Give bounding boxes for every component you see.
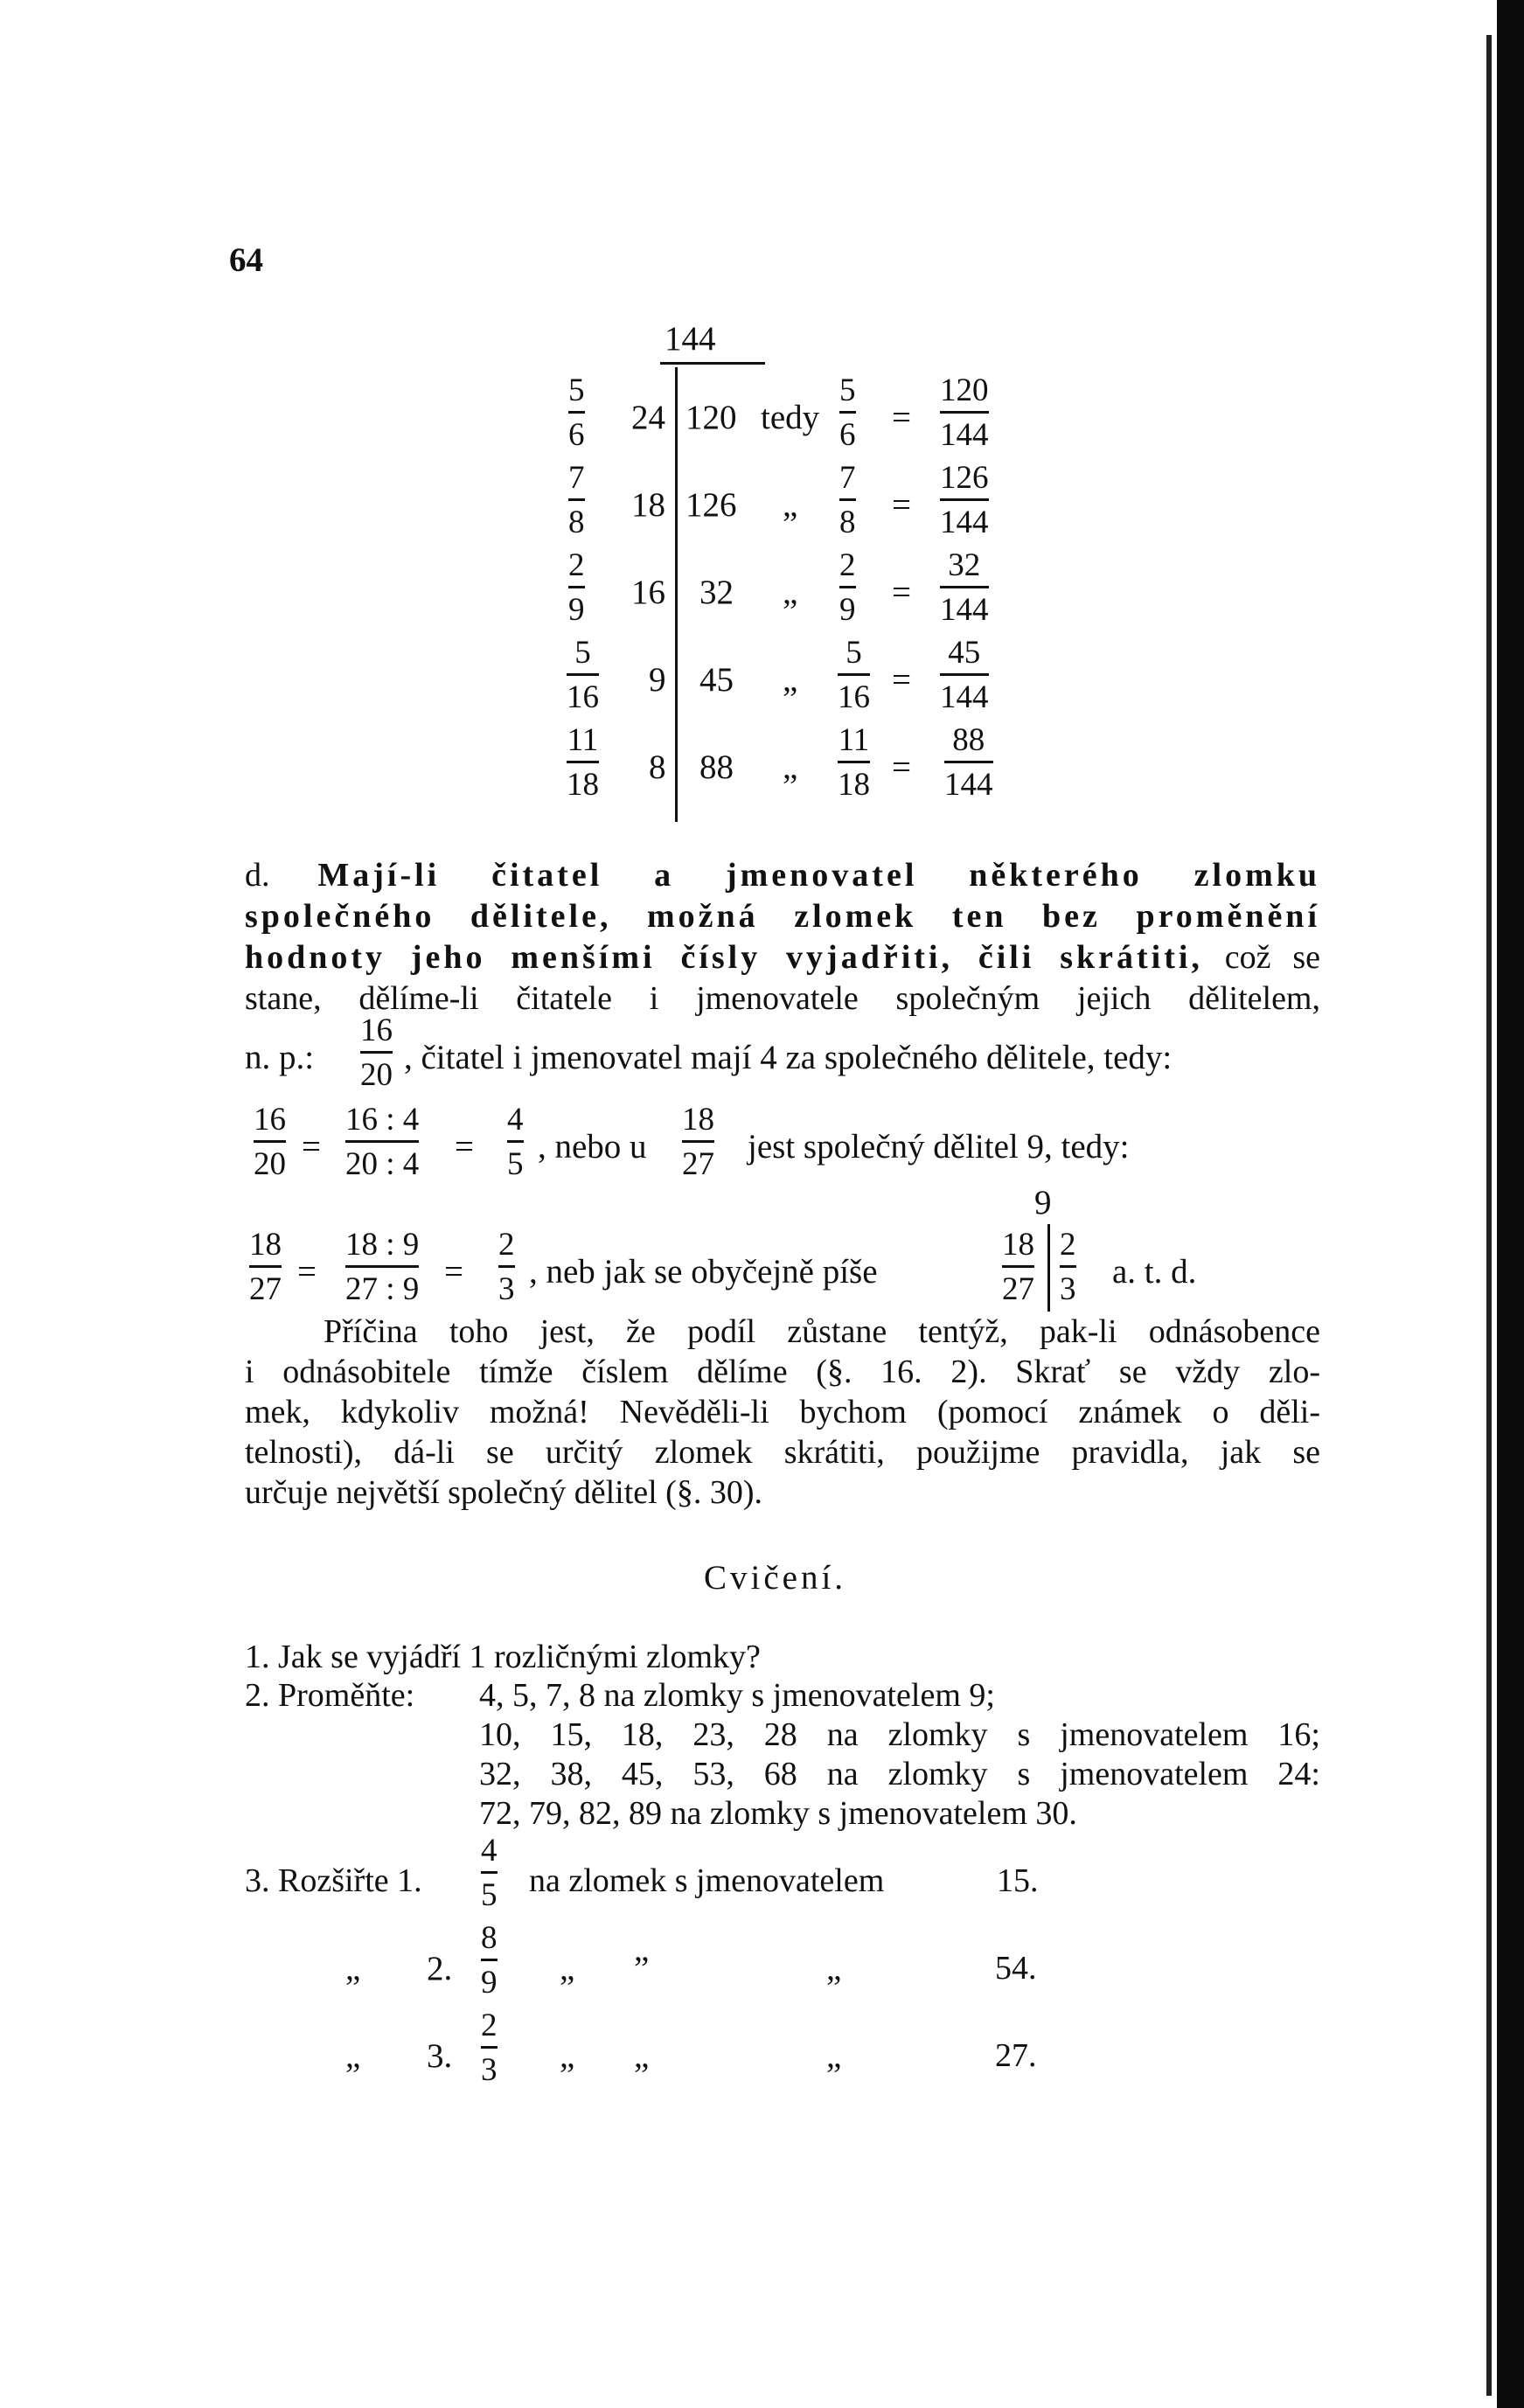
paragraph-d-line2: společného dělitele, možná zlomek ten bez proměnění	[245, 898, 1320, 935]
row3-multiplier: 16	[631, 574, 665, 611]
row1-equals: =	[892, 399, 911, 436]
eq2-gcd-divider	[1047, 1224, 1050, 1312]
eq1-nebo: , nebo u	[538, 1128, 647, 1166]
row4-result-fraction: 45 144	[940, 635, 989, 715]
np-text: , čitatel i jmenovatel mají 4 za společného dělitele, tedy:	[404, 1039, 1173, 1076]
eq2-fraction-a: 18 27	[249, 1227, 282, 1307]
row5-fraction: 11 18	[567, 722, 599, 803]
pricina-line1: Příčina toho jest, že podíl zůstane tentýž, pak-li odnásobence	[324, 1313, 1320, 1350]
page-edge-shadow	[1486, 35, 1492, 2396]
row5-equals: =	[892, 748, 911, 786]
exercise-1: 1. Jak se vyjádří 1 rozličnými zlomky?	[245, 1639, 761, 1675]
row5-result-fraction: 88 144	[944, 722, 993, 803]
row1-result-fraction: 120 144	[940, 372, 989, 453]
exercise-3-ditto-d1: „	[826, 1950, 842, 1987]
eq1-fraction-d: 18 27	[682, 1102, 714, 1182]
page-number: 64	[229, 241, 263, 279]
pricina-line4: telnosti), dá-li se určitý zlomek skrátiti, použijme pravidla, jak se	[245, 1434, 1320, 1471]
row1-tedy: tedy	[761, 399, 820, 436]
eq2-gcd-left: 18 27	[1002, 1227, 1034, 1307]
paragraph-d-line1: d. Mají-li čitatel a jmenovatel některého zlomku	[245, 857, 1320, 894]
exercise-3-label: 3. Rozšiřte 1.	[245, 1862, 422, 1899]
row4-result: 45	[699, 661, 734, 699]
row2-ditto: „	[783, 486, 798, 524]
row4-multiplier: 9	[649, 661, 666, 699]
row3-fraction: 2 9	[568, 547, 585, 628]
paragraph-pricina	[245, 1312, 1320, 1513]
eq1-fraction-a: 16 20	[254, 1102, 286, 1182]
row4-fraction: 5 16	[567, 635, 599, 715]
eq2-equals-2: =	[444, 1253, 463, 1291]
row2-result-fraction: 126 144	[940, 460, 989, 540]
paragraph-d	[245, 855, 1320, 1020]
row5-fraction-right: 11 18	[838, 722, 870, 803]
eq2-neb: , neb jak se obyčejně píše	[529, 1253, 878, 1291]
row5-multiplier: 8	[649, 748, 666, 786]
eq2-fraction-b: 18 : 9 27 : 9	[345, 1227, 420, 1307]
eq2-top-nine: 9	[1034, 1184, 1052, 1221]
eq2-gcd-right: 2 3	[1060, 1227, 1076, 1307]
np-prefix: n. p.:	[245, 1039, 315, 1076]
exercise-3-ditto-a1: „	[345, 1950, 361, 1987]
row3-equals: =	[892, 574, 911, 611]
row2-fraction: 7 8	[568, 460, 585, 540]
row4-ditto: „	[783, 661, 798, 699]
row2-equals: =	[892, 486, 911, 524]
row4-equals: =	[892, 661, 911, 699]
exercise-2-line4: 72, 79, 82, 89 na zlomky s jmenovatelem 30.	[479, 1795, 1077, 1832]
paragraph-d-line3: hodnoty jeho menšími čísly vyjadřiti, čili skrátiti, což se	[245, 939, 1320, 976]
row2-fraction-right: 7 8	[839, 460, 856, 540]
exercises-title: Cvičení.	[704, 1559, 847, 1597]
table-header-rule	[660, 362, 765, 365]
exercise-3-fraction-1: 4 5	[481, 1833, 498, 1913]
row2-result: 126	[685, 486, 737, 524]
pricina-line5: určuje největší společný dělitel (§. 30).	[245, 1474, 762, 1511]
exercise-2-line1: 4, 5, 7, 8 na zlomky s jmenovatelem 9;	[479, 1677, 995, 1714]
row4-fraction-right: 5 16	[838, 635, 870, 715]
exercise-3-target-3: 27.	[995, 2037, 1037, 2074]
exercise-3-ditto-b1: „	[560, 1950, 575, 1987]
eq2-fraction-c: 2 3	[498, 1227, 515, 1307]
row2-multiplier: 18	[631, 486, 665, 524]
table-vertical-rule	[675, 367, 678, 822]
row3-result: 32	[699, 574, 734, 611]
exercise-3-mid: na zlomek s jmenovatelem	[529, 1862, 885, 1899]
pricina-line2: i odnásobitele tímže číslem dělíme (§. 16. 2). Skrať se vždy zlo-	[245, 1354, 1320, 1390]
exercise-3-fraction-2: 8 9	[481, 1920, 498, 2001]
exercise-2-line2: 10, 15, 18, 23, 28 na zlomky s jmenovatelem 16;	[479, 1716, 1320, 1753]
eq1-fraction-c: 4 5	[507, 1102, 524, 1182]
exercise-3-index-3: 3.	[427, 2037, 453, 2075]
np-fraction: 16 20	[360, 1013, 393, 1093]
paragraph-d-line4: stane, dělíme-li čitatele i jmenovatele společným jejich dělitelem,	[245, 980, 1320, 1017]
eq1-equals-1: =	[302, 1128, 321, 1166]
eq2-equals-1: =	[297, 1253, 317, 1291]
row1-fraction: 5 6	[568, 372, 585, 453]
row3-fraction-right: 2 9	[839, 547, 856, 628]
exercise-3-ditto-d2: „	[826, 2037, 842, 2075]
eq1-fraction-b: 16 : 4 20 : 4	[345, 1102, 420, 1182]
row3-result-fraction: 32 144	[940, 547, 989, 628]
row5-result: 88	[699, 748, 734, 786]
exercise-3-ditto-c2: „	[634, 2037, 650, 2075]
pricina-line3: mek, kdykoliv možná! Nevěděli-li bychom (pomocí známek o děli-	[245, 1394, 1320, 1430]
exercise-3-ditto-b2: „	[560, 2037, 575, 2075]
exercise-3-fraction-3: 2 3	[481, 2008, 498, 2088]
exercise-3-target-1: 15.	[997, 1862, 1039, 1899]
row1-multiplier: 24	[631, 399, 665, 436]
row5-ditto: „	[783, 748, 798, 786]
exercise-3-ditto-a2: „	[345, 2037, 361, 2075]
exercise-3-ditto-c1: ”	[634, 1950, 650, 1987]
exercise-2-label: 2. Proměňte:	[245, 1677, 415, 1714]
scan-border	[1497, 0, 1524, 2408]
exercise-3-index-2: 2.	[427, 1950, 453, 1987]
row3-ditto: „	[783, 574, 798, 611]
row1-result: 120	[685, 399, 737, 436]
eq1-tail: jest společný dělitel 9, tedy:	[748, 1128, 1130, 1166]
row1-fraction-right: 5 6	[839, 372, 856, 453]
eq1-equals-2: =	[455, 1128, 474, 1166]
exercise-3-target-2: 54.	[995, 1950, 1037, 1987]
eq2-tail: a. t. d.	[1112, 1253, 1197, 1291]
table-header: 144	[665, 320, 716, 358]
exercise-2-line3: 32, 38, 45, 53, 68 na zlomky s jmenovatelem 24:	[479, 1756, 1320, 1792]
